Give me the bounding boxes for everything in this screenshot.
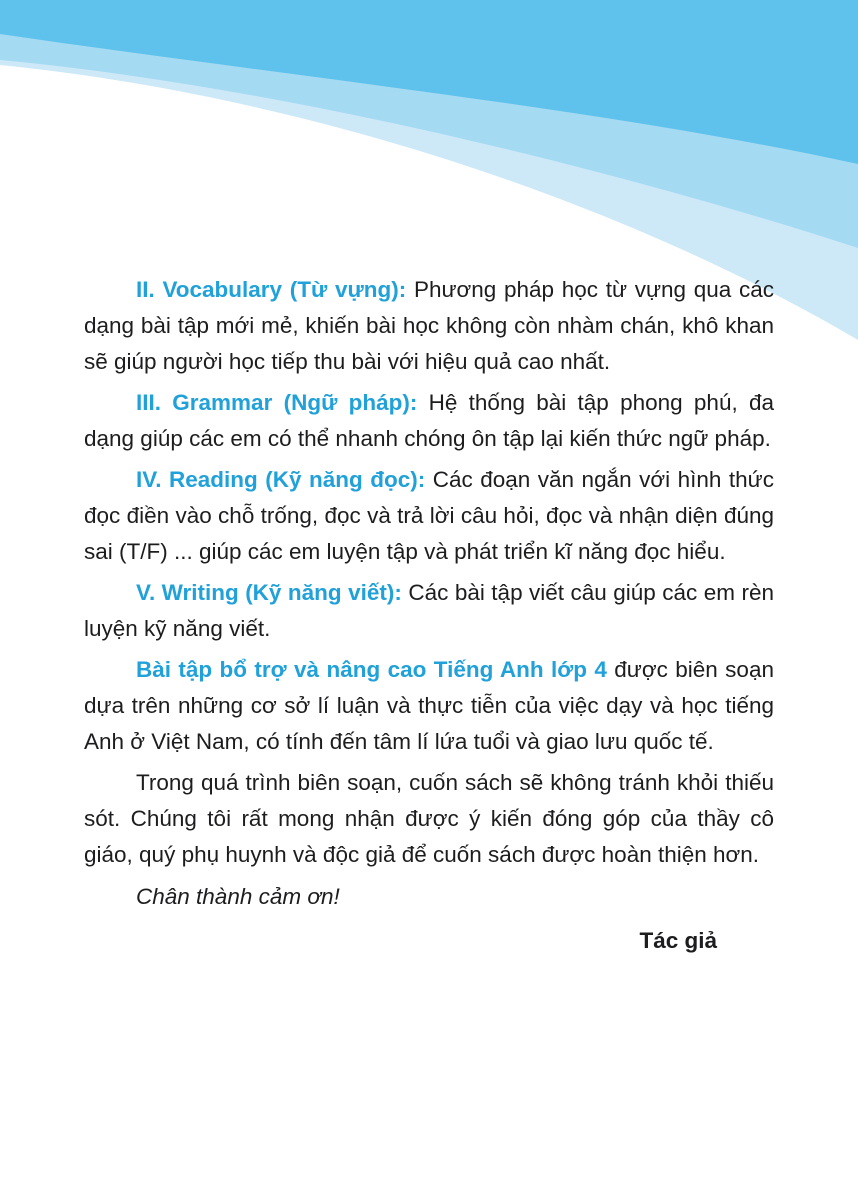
section-heading-reading: IV. Reading (Kỹ năng đọc): xyxy=(136,467,426,492)
section-body-writing: Các bài tập viết câu giúp các em rèn luyện kỹ năng viết. xyxy=(84,580,774,641)
author-signature: Tác giả xyxy=(639,928,717,953)
book-title-highlight: Bài tập bổ trợ và nâng cao Tiếng Anh lớp 4 xyxy=(136,657,607,682)
section-body-reading: Các đoạn văn ngắn với hình thức đọc điền vào chỗ trống, đọc và trả lời câu hỏi, đọc và nhận diện đúng sai (T/F) ... giúp các em luyện tập và phát triển kĩ năng đọc hiểu. xyxy=(84,467,774,564)
section-heading-vocabulary: II. Vocabulary (Từ vựng): xyxy=(136,277,407,302)
section-heading-writing: V. Writing (Kỹ năng viết): xyxy=(136,580,402,605)
section-body-vocabulary: Phương pháp học từ vựng qua các dạng bài tập mới mẻ, khiến bài học không còn nhàm chán, khô khan sẽ giúp người học tiếp thu bài với hiệu quả cao nhất. xyxy=(84,277,774,374)
paragraph-reading xyxy=(84,462,774,570)
paragraph-book-intro xyxy=(84,652,774,760)
closing-thanks-line: Chân thành cảm ơn! xyxy=(136,884,340,909)
section-body-book-intro: được biên soạn dựa trên những cơ sở lí luận và thực tiễn của việc dạy và học tiếng Anh ở Việt Nam, có tính đến tâm lí lứa tuổi và giao lưu quốc tế. xyxy=(84,657,774,754)
paragraph-vocabulary xyxy=(84,272,774,380)
paragraph-writing xyxy=(84,575,774,647)
section-body-apology: Trong quá trình biên soạn, cuốn sách sẽ không tránh khỏi thiếu sót. Chúng tôi rất mong nhận được ý kiến đóng góp của thầy cô giáo, quý phụ huynh và độc giả để cuốn sách được hoàn thiện hơn. xyxy=(84,770,774,867)
paragraph-apology xyxy=(84,765,774,873)
section-body-grammar: Hệ thống bài tập phong phú, đa dạng giúp các em có thể nhanh chóng ôn tập lại kiến thức ngữ pháp. xyxy=(84,390,774,451)
paragraph-grammar xyxy=(84,385,774,457)
section-heading-grammar: III. Grammar (Ngữ pháp): xyxy=(136,390,418,415)
